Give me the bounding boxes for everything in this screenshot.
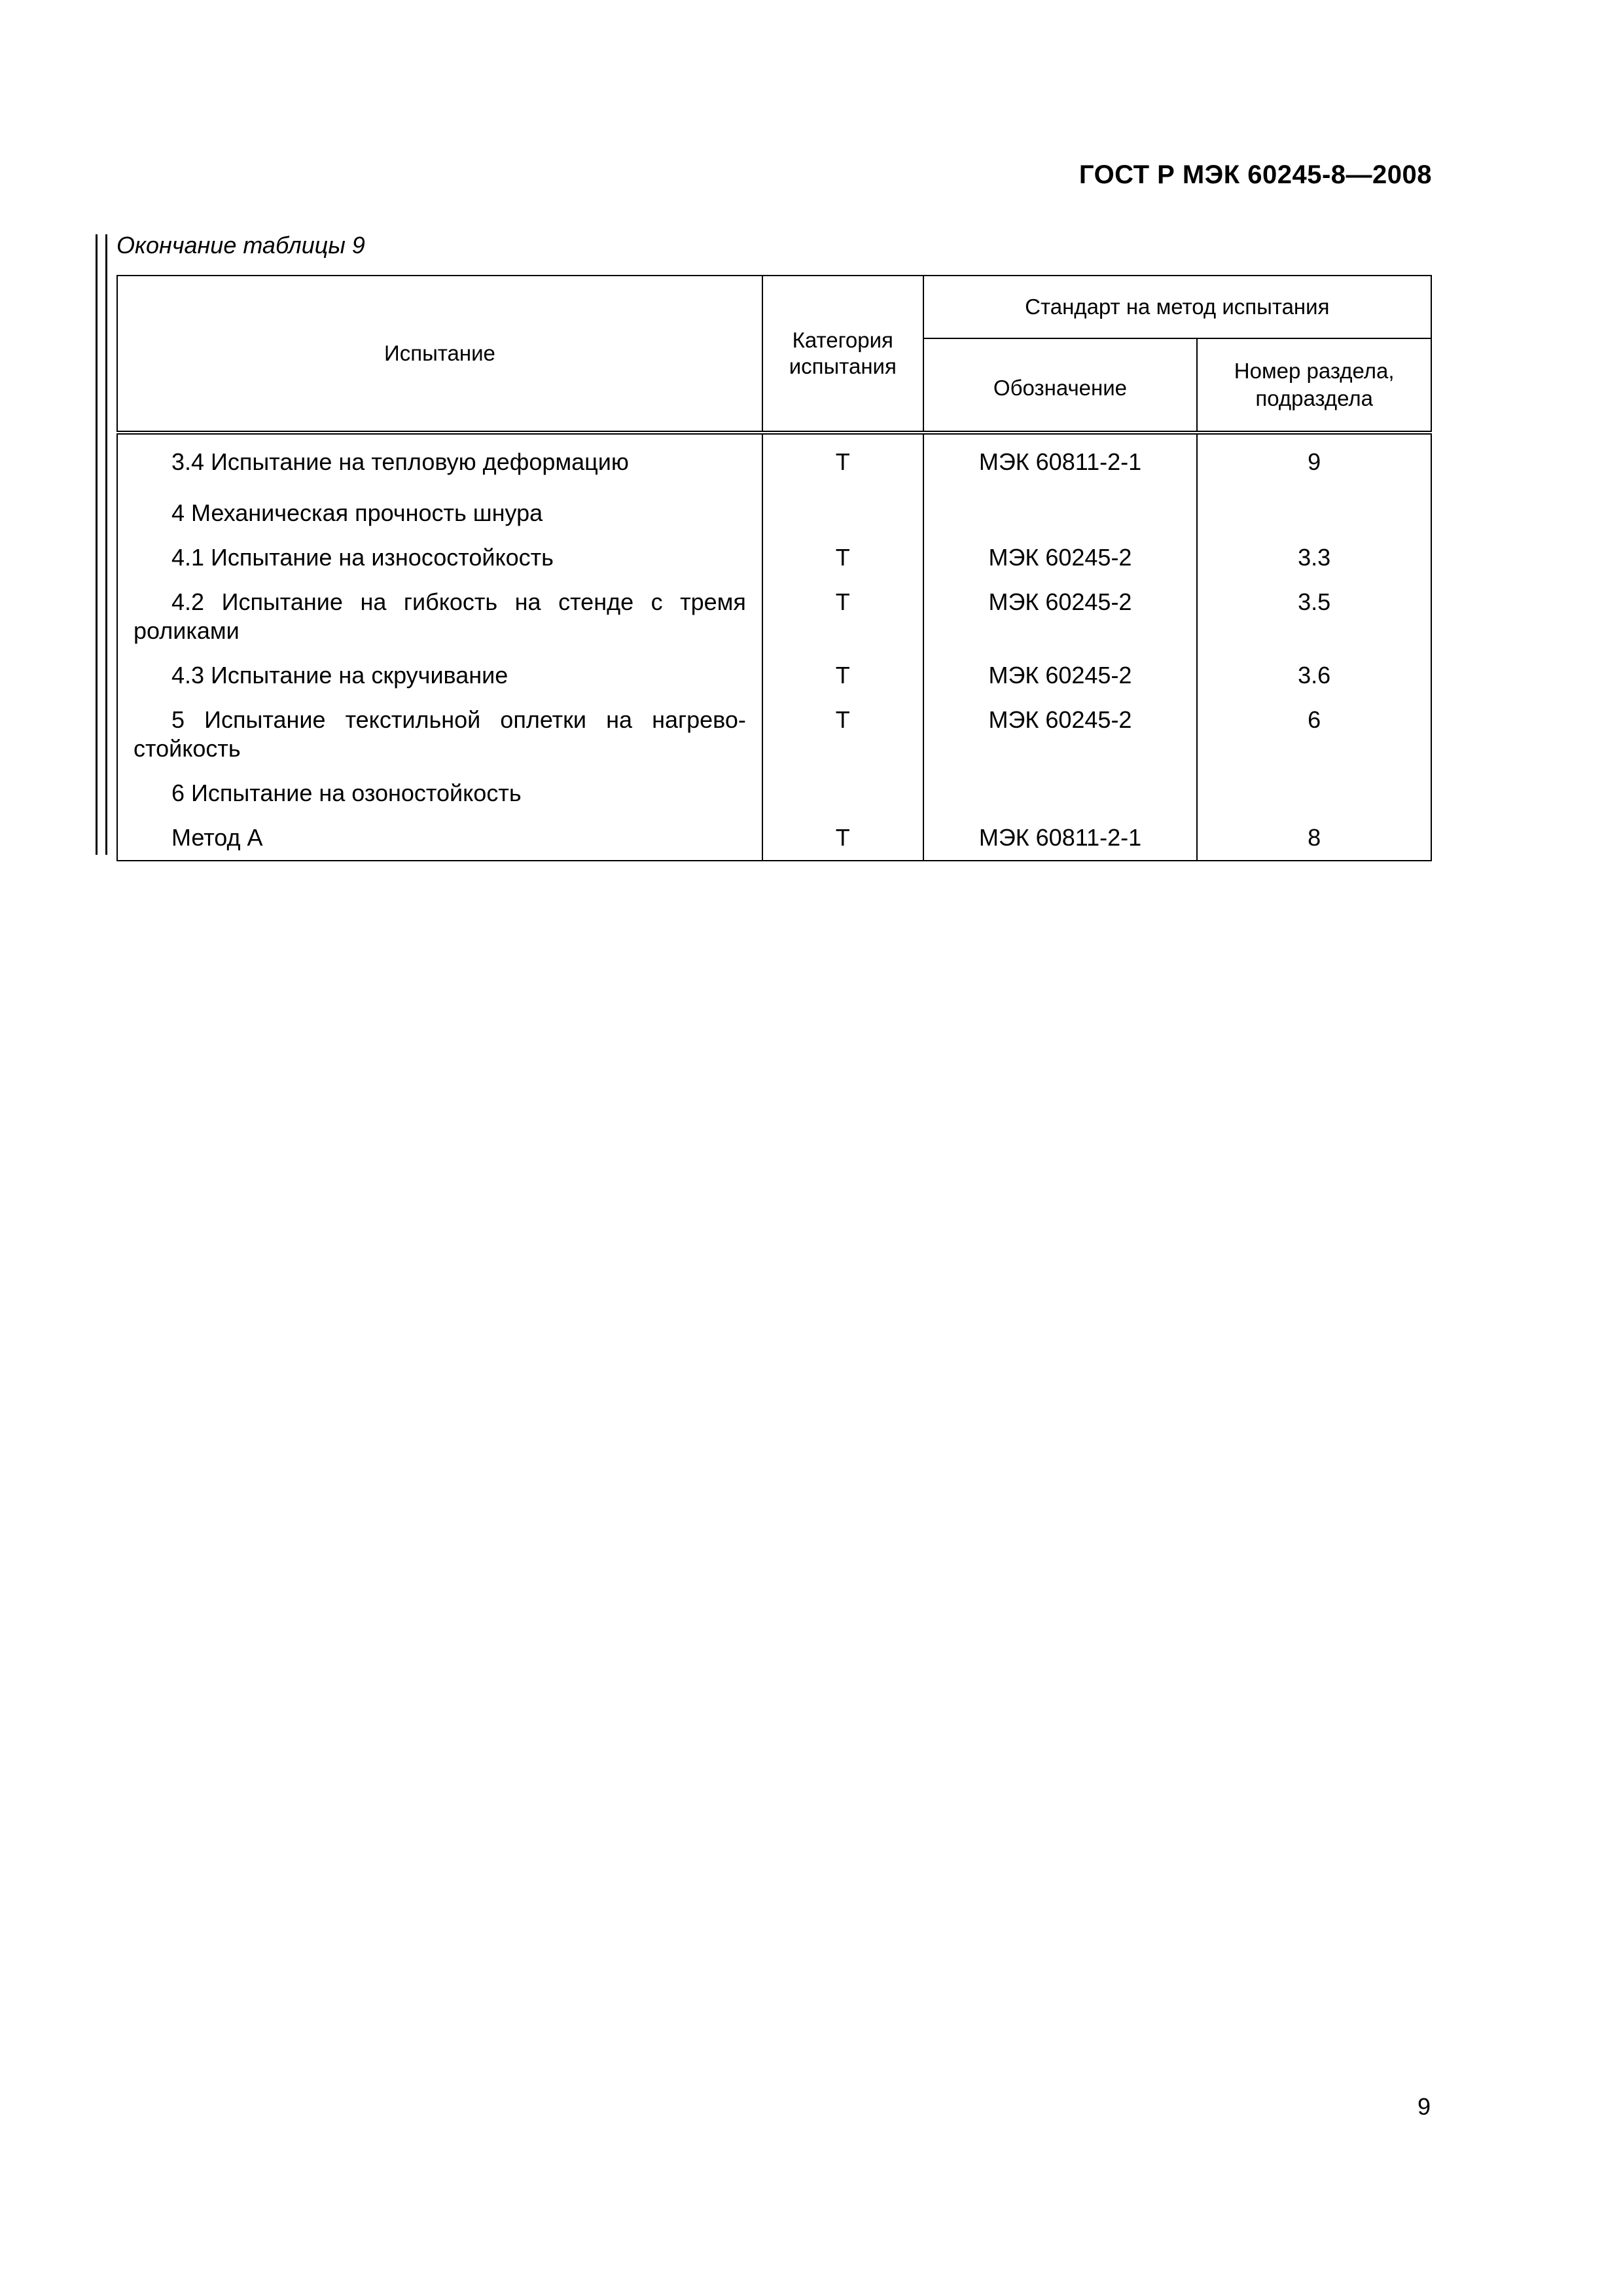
row-category: Т: [762, 433, 923, 491]
row-designation: МЭК 60245-2: [923, 698, 1198, 771]
row-designation: МЭК 60245-2: [923, 580, 1198, 653]
row-test-text: 4.3 Испытание на скручивание: [171, 662, 508, 689]
row-designation: МЭК 60811-2-1: [923, 816, 1198, 861]
row-test: [117, 698, 762, 771]
header-category: [762, 276, 923, 433]
row-test-text: 4.1 Испытание на износостойкость: [171, 544, 554, 571]
row-category: Т: [762, 653, 923, 698]
row-section: 3.3: [1197, 535, 1431, 580]
row-test-text: 6 Испытание на озоностойкость: [171, 780, 522, 806]
header-section-label: Номер раздела, подраздела: [1234, 359, 1395, 410]
row-test: [117, 580, 762, 653]
row-category: Т: [762, 816, 923, 861]
header-test: Испытание: [117, 276, 762, 433]
table-row: [117, 816, 1431, 861]
header-standard-group: Стандарт на метод испытания: [923, 276, 1431, 338]
row-designation: МЭК 60245-2: [923, 535, 1198, 580]
table-row: [117, 698, 1431, 771]
table-row: [117, 433, 1431, 491]
row-test: [117, 771, 762, 816]
header-designation: Обозначение: [923, 338, 1198, 433]
row-designation: [923, 771, 1198, 816]
row-category: Т: [762, 698, 923, 771]
row-section: [1197, 771, 1431, 816]
row-test-text: Метод А: [171, 824, 263, 851]
row-test-text: 5 Испытание текстильной оплетки на нагрево-стойкость: [134, 706, 746, 762]
row-test: [117, 491, 762, 535]
table-row: [117, 653, 1431, 698]
row-designation: МЭК 60811-2-1: [923, 433, 1198, 491]
table-row: [117, 535, 1431, 580]
header-category-label: Категория испытания: [789, 328, 897, 378]
row-test-text: 3.4 Испытание на тепловую деформацию: [171, 448, 629, 475]
row-section: 8: [1197, 816, 1431, 861]
row-section: 3.6: [1197, 653, 1431, 698]
row-section: 9: [1197, 433, 1431, 491]
row-test: [117, 535, 762, 580]
change-margin-bars: [96, 234, 107, 855]
row-category: [762, 491, 923, 535]
row-test: [117, 816, 762, 861]
page-number: 9: [1417, 2093, 1431, 2120]
header-section: [1197, 338, 1431, 433]
row-test-text: 4.2 Испытание на гибкость на стенде с тремя роликами: [134, 588, 746, 644]
row-test-text: 4 Механическая прочность шнура: [171, 499, 543, 526]
document-standard-number: ГОСТ Р МЭК 60245-8—2008: [1079, 160, 1432, 189]
row-test: [117, 653, 762, 698]
table-row: [117, 491, 1431, 535]
test-methods-table: [116, 275, 1432, 861]
row-designation: [923, 491, 1198, 535]
table-row: [117, 771, 1431, 816]
row-section: 6: [1197, 698, 1431, 771]
table-caption: Окончание таблицы 9: [116, 232, 365, 259]
row-section: [1197, 491, 1431, 535]
row-designation: МЭК 60245-2: [923, 653, 1198, 698]
row-category: Т: [762, 580, 923, 653]
row-category: [762, 771, 923, 816]
row-test: [117, 433, 762, 491]
table-row: [117, 580, 1431, 653]
row-category: Т: [762, 535, 923, 580]
row-section: 3.5: [1197, 580, 1431, 653]
